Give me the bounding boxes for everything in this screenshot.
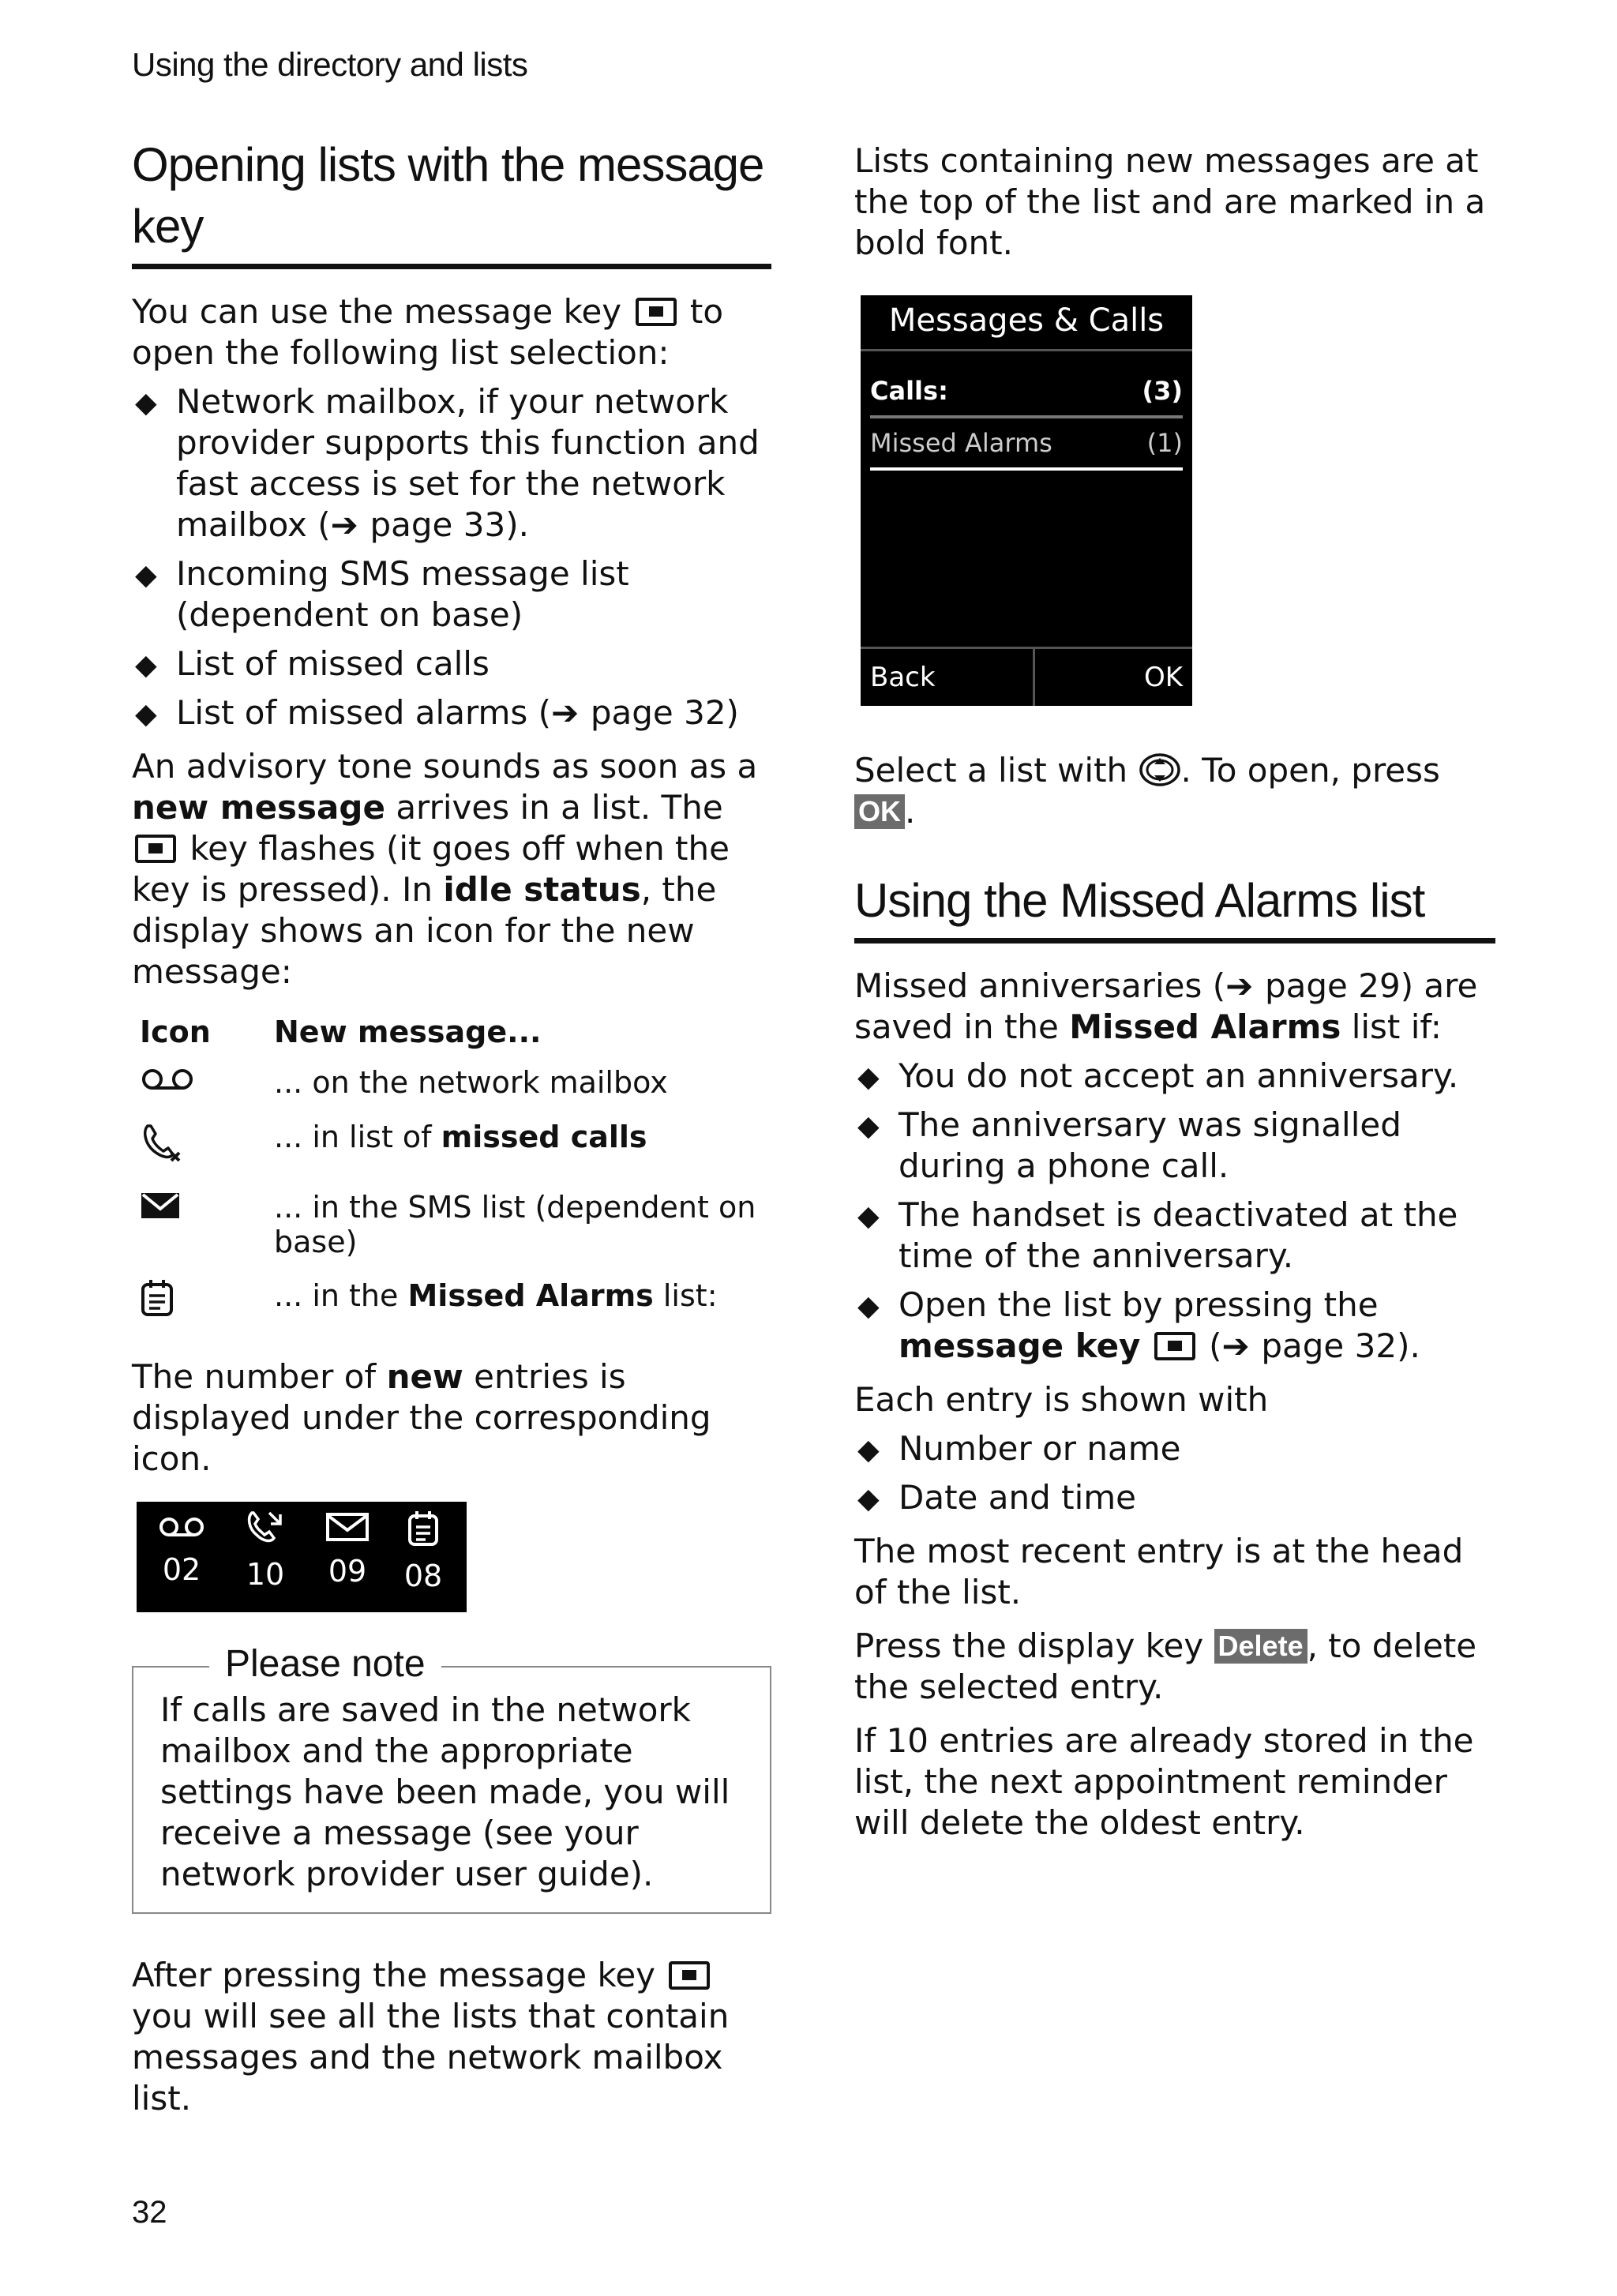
list-item: ◆ List of missed calls <box>132 643 771 685</box>
arrow-right-icon: ➔ <box>1225 966 1265 1005</box>
missed-anniversaries-paragraph: Missed anniversaries (➔ page 29) are saved in the Missed Alarms list if: <box>854 966 1478 1046</box>
voicemail-icon <box>158 1510 205 1541</box>
select-paragraph: Select a list with . To open, press OK . <box>854 751 1440 831</box>
list-item: ◆ Open the list by pressing the message key (➔ page 32). <box>857 1285 1420 1365</box>
condition-list <box>854 1056 1495 1367</box>
number-paragraph: The number of new entries is displayed under the corresponding icon. <box>132 1357 711 1478</box>
diamond-bullet-icon: ◆ <box>857 1061 880 1094</box>
message-key-icon <box>636 298 677 326</box>
page-number: 32 <box>132 2195 167 2230</box>
icon-table <box>132 1015 771 1344</box>
please-note-box <box>132 1643 771 1914</box>
display-softkeys <box>861 647 1192 706</box>
handset-display <box>861 295 1192 706</box>
left-column <box>132 134 771 2119</box>
message-key-icon <box>1154 1332 1195 1360</box>
ok-key-badge: OK <box>854 794 905 829</box>
col-header-icon: Icon <box>140 1015 211 1049</box>
counter-voicemail: 02 <box>146 1510 217 1587</box>
alarm-note-icon <box>407 1510 440 1548</box>
table-row: ... in the Missed Alarms list: <box>132 1278 771 1344</box>
diamond-bullet-icon: ◆ <box>135 387 157 419</box>
counter-missed-calls: 10 <box>230 1510 301 1592</box>
diamond-bullet-icon: ◆ <box>857 1290 880 1322</box>
list-item: ◆ You do not accept an anniversary. <box>854 1056 1495 1097</box>
envelope-icon <box>325 1510 370 1543</box>
arrow-right-icon: ➔ <box>551 693 591 732</box>
intro-paragraph: You can use the message key to open the following list selection: <box>132 292 724 372</box>
diamond-bullet-icon: ◆ <box>135 698 157 730</box>
diamond-bullet-icon: ◆ <box>857 1483 880 1515</box>
delete-key-badge: Delete <box>1214 1629 1307 1664</box>
entry-fields-list <box>854 1428 1495 1518</box>
diamond-bullet-icon: ◆ <box>857 1434 880 1466</box>
diamond-bullet-icon: ◆ <box>857 1110 880 1142</box>
idle-counter-bar <box>137 1502 467 1612</box>
list-item: ◆ Network mailbox, if your network provider supports this function and fast access is set for the network mailbox (➔ page 33). <box>135 382 760 544</box>
list-item: ◆ List of missed alarms (➔ page 32) <box>132 692 771 733</box>
list-item: ◆ Incoming SMS message list (dependent on base) <box>135 554 629 634</box>
delete-paragraph: Press the display key Delete , to delete the selected entry. <box>854 1626 1477 1706</box>
display-title: Messages & Calls <box>861 295 1192 351</box>
list-item: ◆ Number or name <box>854 1428 1495 1469</box>
please-note-body: If calls are saved in the network mailbox and the appropriate settings have been made, you will receive a message (see your network provider user guide). <box>160 1690 730 1893</box>
display-row-missed-alarms[interactable]: Missed Alarms (1) <box>870 418 1183 471</box>
ten-entries-paragraph: If 10 entries are already stored in the list, the next appointment reminder will delete the oldest entry. <box>854 1721 1474 1842</box>
control-key-icon <box>1139 752 1181 788</box>
table-row: ... in list of missed calls <box>132 1120 771 1190</box>
counter-missed-alarms: 08 <box>388 1510 459 1593</box>
heading-message-key: Opening lists with the message key <box>132 134 771 269</box>
right-column <box>854 134 1495 1844</box>
ok-softkey[interactable]: OK <box>1143 662 1183 693</box>
after-pressing-paragraph: After pressing the message key you will see all the lists that contain messages and the network mailbox list. <box>132 1956 730 2118</box>
list-item: ◆ Date and time <box>854 1477 1495 1518</box>
list-item: ◆ The handset is deactivated at the time of the anniversary. <box>857 1195 1458 1275</box>
heading-missed-alarms: Using the Missed Alarms list <box>854 870 1495 944</box>
please-note-title: Please note <box>209 1642 441 1686</box>
voicemail-icon <box>140 1065 195 1094</box>
list-item: ◆ The anniversary was signalled during a phone call. <box>857 1105 1401 1185</box>
message-key-icon <box>669 1961 710 1990</box>
arrow-right-icon: ➔ <box>1221 1326 1262 1365</box>
list-selection <box>132 381 771 733</box>
back-softkey[interactable]: Back <box>861 649 1035 706</box>
message-key-icon <box>135 835 176 863</box>
advisory-paragraph: An advisory tone sounds as soon as a new message arrives in a list. The key flashes (it goes off when the key is pressed). In idle status, the display shows an icon for the new message: <box>132 747 758 991</box>
each-entry-paragraph: Each entry is shown with <box>854 1380 1269 1419</box>
envelope-icon <box>140 1190 181 1221</box>
most-recent-paragraph: The most recent entry is at the head of the list. <box>854 1532 1464 1611</box>
table-row: ... in the SMS list (dependent on base) <box>132 1190 771 1278</box>
counter-sms: 09 <box>312 1510 383 1589</box>
diamond-bullet-icon: ◆ <box>857 1200 880 1232</box>
alarm-note-icon <box>140 1278 174 1318</box>
col-header-message: New message... <box>274 1015 542 1049</box>
arrow-right-icon: ➔ <box>330 505 370 544</box>
running-head: Using the directory and lists <box>132 46 528 83</box>
display-row-calls[interactable]: Calls: (3) <box>870 366 1183 418</box>
lists-paragraph: Lists containing new messages are at the top of the list and are marked in a bold font. <box>854 141 1486 262</box>
missed-call-icon <box>246 1510 285 1546</box>
diamond-bullet-icon: ◆ <box>135 649 157 681</box>
table-row: ... on the network mailbox <box>132 1065 771 1120</box>
diamond-bullet-icon: ◆ <box>135 559 157 591</box>
missed-call-icon <box>140 1120 184 1164</box>
